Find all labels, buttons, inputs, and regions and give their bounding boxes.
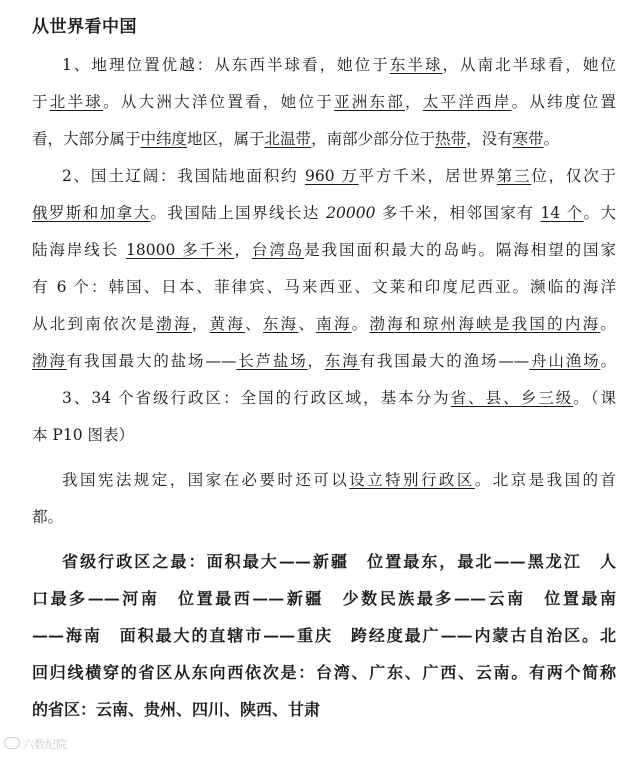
text-line: [32, 660, 616, 686]
text-line: [62, 467, 616, 493]
text-line: [32, 311, 616, 337]
underlined-term: 960 万: [304, 167, 359, 185]
text-segment: 地区，属于: [187, 130, 265, 148]
underlined-term: 中纬度: [140, 130, 188, 148]
text-line: [32, 274, 616, 300]
watermark: [4, 736, 67, 752]
text-segment: 位，仅次于: [531, 167, 616, 185]
text-segment: 。我国陆上国界线长达: [150, 204, 327, 222]
text-segment: 我国宪法规定，国家在必要时还可以: [62, 471, 350, 489]
text-segment: 3、34 个省级行政区：全国的行政区域，基本分为: [62, 389, 451, 407]
text-segment: 。: [600, 315, 616, 333]
text-line: [32, 237, 616, 263]
text-segment: 。大: [583, 204, 616, 222]
text-segment: ，: [405, 93, 423, 111]
underlined-term: 长芦盐场: [236, 352, 308, 370]
text-segment: 从北到南依次是: [32, 315, 157, 333]
text-line: [32, 89, 616, 115]
underlined-term: 18000 多千米: [126, 241, 235, 259]
text-segment: 口最多——河南 位置最西——新疆 少数民族最多——云南 位置最南: [32, 589, 616, 608]
text-segment: 省级行政区之最：面积最大——新疆 位置最东，最北——黑龙江 人: [62, 552, 616, 571]
watermark-text: 六数纪院: [23, 738, 67, 751]
underlined-term: 14 个: [540, 204, 584, 222]
text-line: [32, 697, 616, 723]
text-segment: 。: [351, 315, 370, 333]
text-line: [32, 586, 616, 612]
text-segment: 有我国最大的盐场——: [66, 352, 237, 370]
text-segment: 。: [543, 130, 560, 148]
underlined-term: 太平洋西岸: [422, 93, 512, 111]
underlined-term: 第三: [496, 167, 532, 185]
text-segment: ，南部少部分位于: [311, 130, 436, 148]
text-segment: 有 6 个：韩国、日本、菲律宾、马来西亚、文莱和印度尼西亚。濒临的海洋: [32, 278, 616, 296]
underlined-term: 热带: [435, 130, 467, 148]
underlined-term: 南海: [316, 315, 352, 333]
text-segment: 1、地理位置优越：从东西半球看，她位于: [62, 56, 390, 74]
text-segment: 的省区：云南、贵州、四川、陕西、甘肃: [32, 700, 321, 719]
text-segment: ，: [191, 315, 210, 333]
text-segment: 2、国土辽阔：我国陆地面积约: [62, 167, 305, 185]
text-segment: 本 P10 图表）: [32, 426, 135, 444]
text-segment: ，: [307, 352, 325, 370]
text-line: [32, 126, 616, 152]
text-segment: 、: [245, 315, 263, 333]
text-segment: 有我国最大的渔场——: [359, 352, 530, 370]
text-segment: 平方千米，居世界: [358, 167, 497, 185]
underlined-term: 渤海和琼州海峡是我国的内海: [369, 315, 601, 333]
text-line: [62, 52, 616, 78]
text-segment: 是我国面积最大的岛屿。隔海相望的国家: [304, 241, 616, 259]
text-line: [62, 385, 616, 411]
text-segment: 。: [600, 352, 616, 370]
underlined-term: 北半球: [49, 93, 104, 111]
text-segment: 陆海岸线长: [32, 241, 126, 259]
text-segment: ，没有: [466, 130, 513, 148]
text-segment: 多千米，相邻国家有: [375, 204, 541, 222]
text-segment: ——海南 面积最大的直辖市——重庆 跨经度最广——内蒙古自治区。北: [32, 626, 616, 645]
text-line: [32, 504, 616, 530]
text-segment: 回归线横穿的省区从东向西依次是：台湾、广东、广西、云南。有两个简称: [32, 663, 616, 682]
underlined-term: 渤海: [32, 352, 67, 370]
underlined-term: 黄海: [209, 315, 246, 333]
underlined-term: 东海: [262, 315, 299, 333]
text-segment: 都。: [32, 508, 64, 526]
text-line: [62, 549, 616, 575]
underlined-term: 俄罗斯和加拿大: [32, 204, 151, 222]
text-segment: 。北京是我国的首: [474, 471, 616, 489]
underlined-term: 设立特别行政区: [349, 471, 475, 489]
underlined-term: 舟山渔场: [529, 352, 601, 370]
text-line: [32, 348, 616, 374]
page-title: 从世界看中国: [32, 17, 137, 37]
text-line: [32, 623, 616, 649]
text-segment: 于: [32, 93, 50, 111]
text-segment: 。（课: [573, 389, 616, 407]
underlined-term: 台湾岛: [251, 241, 305, 259]
text-segment: 看，大部分属于: [32, 130, 141, 148]
text-segment: 。从大洲大洋位置看，她位于: [103, 93, 334, 111]
underlined-term: 北温带: [264, 130, 312, 148]
text-line: [32, 422, 616, 448]
text-segment: 。从纬度位置: [511, 93, 616, 111]
text-line: [62, 163, 616, 189]
underlined-term: 寒带: [512, 130, 544, 148]
underlined-term: 亚洲东部: [333, 93, 406, 111]
underlined-term: 省、县、乡三级: [450, 389, 574, 407]
text-segment: 、: [298, 315, 317, 333]
underlined-term: 东海: [324, 352, 360, 370]
underlined-term: 渤海: [156, 315, 192, 333]
text-segment: ，: [234, 241, 252, 259]
text-segment: 20000: [326, 204, 376, 222]
watermark-logo-icon: [4, 737, 20, 749]
underlined-term: 东半球: [389, 56, 443, 74]
text-segment: ，从南北半球看，她位: [442, 56, 616, 74]
text-line: [32, 200, 616, 226]
